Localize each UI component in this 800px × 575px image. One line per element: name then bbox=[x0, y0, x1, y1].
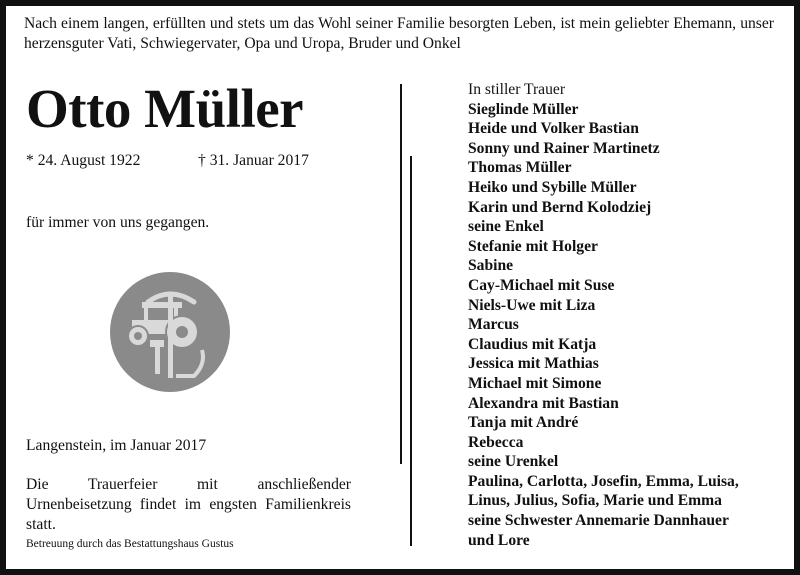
deceased-name: Otto Müller bbox=[26, 78, 304, 139]
mourner-line: Sieglinde Müller bbox=[468, 100, 579, 118]
mourner-line: Heiko und Sybille Müller bbox=[468, 178, 637, 196]
undertaker-credit: Betreuung durch das Bestattungshaus Gustus bbox=[26, 538, 234, 550]
death-date: † 31. Januar 2017 bbox=[198, 152, 309, 169]
mourner-line: Heide und Volker Bastian bbox=[468, 120, 639, 138]
mourner-line: Paulina, Carlotta, Josefin, Emma, Luisa, bbox=[468, 472, 739, 490]
tractor-tools-emblem-icon bbox=[110, 272, 230, 392]
mourner-line: Jessica mit Mathias bbox=[468, 355, 599, 373]
mourner-line: Rebecca bbox=[468, 433, 524, 451]
mourner-line: Alexandra mit Bastian bbox=[468, 394, 619, 412]
mourner-line: Thomas Müller bbox=[468, 159, 572, 177]
mourner-line: seine Urenkel bbox=[468, 453, 559, 471]
mourner-line: Sonny und Rainer Martinetz bbox=[468, 139, 660, 157]
gone-text: für immer von uns gegangen. bbox=[26, 214, 210, 231]
mourner-line: Michael mit Simone bbox=[468, 374, 602, 392]
mourner-line: Linus, Julius, Sofia, Marie und Emma bbox=[468, 492, 722, 510]
mourner-line: seine Schwester Annemarie Dannhauer bbox=[468, 512, 729, 530]
ceremony-text: Die Trauerfeier mit anschließender Urnenbeisetzung findet im engsten Familienkreis statt. bbox=[26, 476, 351, 533]
mourner-line: Claudius mit Katja bbox=[468, 335, 597, 353]
mourner-line: Cay-Michael mit Suse bbox=[468, 276, 615, 294]
intro-text: Nach einem langen, erfüllten und stets um das Wohl seiner Familie besorgten Leben, ist mein geliebter Ehemann, unser herzensguter Vati, Schwiegervater, Opa und Uropa, Bruder und Onkel bbox=[24, 15, 774, 52]
mourner-line: Karin und Bernd Kolodziej bbox=[468, 198, 652, 216]
divider-line-secondary bbox=[410, 156, 412, 546]
mourner-line: Sabine bbox=[468, 257, 514, 275]
mourner-line: Tanja mit André bbox=[468, 414, 579, 432]
mourners-block bbox=[468, 80, 788, 550]
divider-line bbox=[400, 84, 402, 464]
mourners-list bbox=[468, 100, 788, 551]
mourner-line: Niels-Uwe mit Liza bbox=[468, 296, 596, 314]
mourner-line: seine Enkel bbox=[468, 218, 544, 236]
mourners-heading: In stiller Trauer bbox=[468, 81, 566, 98]
place-date: Langenstein, im Januar 2017 bbox=[26, 437, 207, 454]
mourner-line: und Lore bbox=[468, 531, 530, 549]
mourner-line: Stefanie mit Holger bbox=[468, 237, 598, 255]
mourner-line: Marcus bbox=[468, 316, 519, 334]
birth-date: * 24. August 1922 bbox=[26, 152, 141, 169]
